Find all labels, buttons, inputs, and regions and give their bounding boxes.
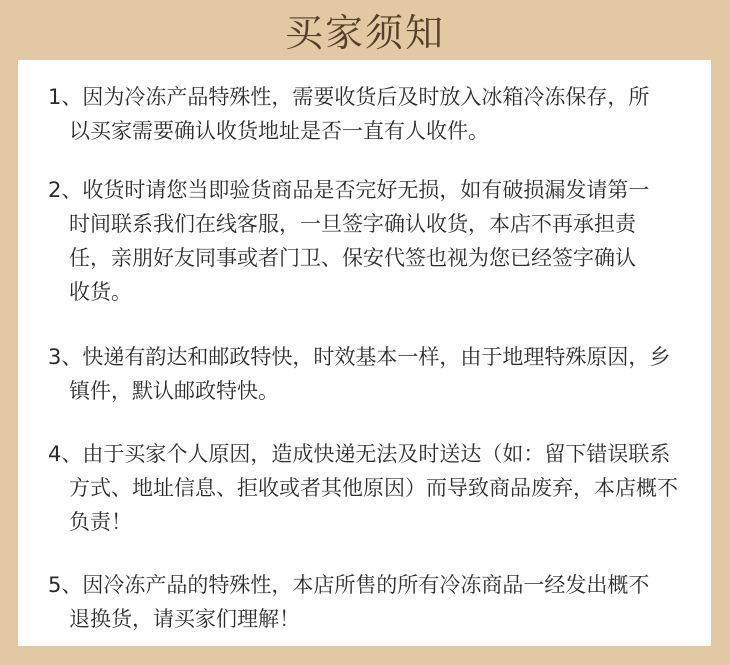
notice-item-1	[48, 80, 678, 148]
notice-item-4	[48, 437, 678, 539]
notice-line: 退换货，请买家们理解！	[69, 607, 300, 631]
notice-line: 4、由于买家个人原因，造成快递无法及时送达（如：留下错误联系	[48, 442, 671, 466]
notice-line: 收货。	[69, 280, 132, 304]
notice-line: 时间联系我们在线客服，一旦签字确认收货，本店不再承担责	[69, 212, 636, 236]
notice-panel	[18, 60, 711, 646]
page-title: 买家须知	[284, 10, 445, 55]
notice-line: 3、快递有韵达和邮政特快，时效基本一样，由于地理特殊原因，乡	[48, 345, 671, 369]
notice-item-3	[48, 340, 678, 408]
notice-item-5	[48, 568, 678, 636]
notice-line: 镇件，默认邮政特快。	[69, 379, 279, 403]
notice-item-2	[48, 173, 678, 309]
notice-line: 任，亲朋好友同事或者门卫、保安代签也视为您已经签字确认	[69, 246, 636, 270]
notice-line: 2、收货时请您当即验货商品是否完好无损，如有破损漏发请第一	[48, 178, 650, 202]
notice-line: 5、因冷冻产品的特殊性，本店所售的所有冷冻商品一经发出概不	[48, 573, 650, 597]
notice-line: 方式、地址信息、拒收或者其他原因）而导致商品废弃，本店概不	[69, 476, 678, 500]
notice-line: 负责！	[69, 510, 132, 534]
notice-line: 1、因为冷冻产品特殊性，需要收货后及时放入冰箱冷冻保存，所	[48, 85, 650, 109]
notice-line: 以买家需要确认收货地址是否一直有人收件。	[69, 119, 489, 143]
